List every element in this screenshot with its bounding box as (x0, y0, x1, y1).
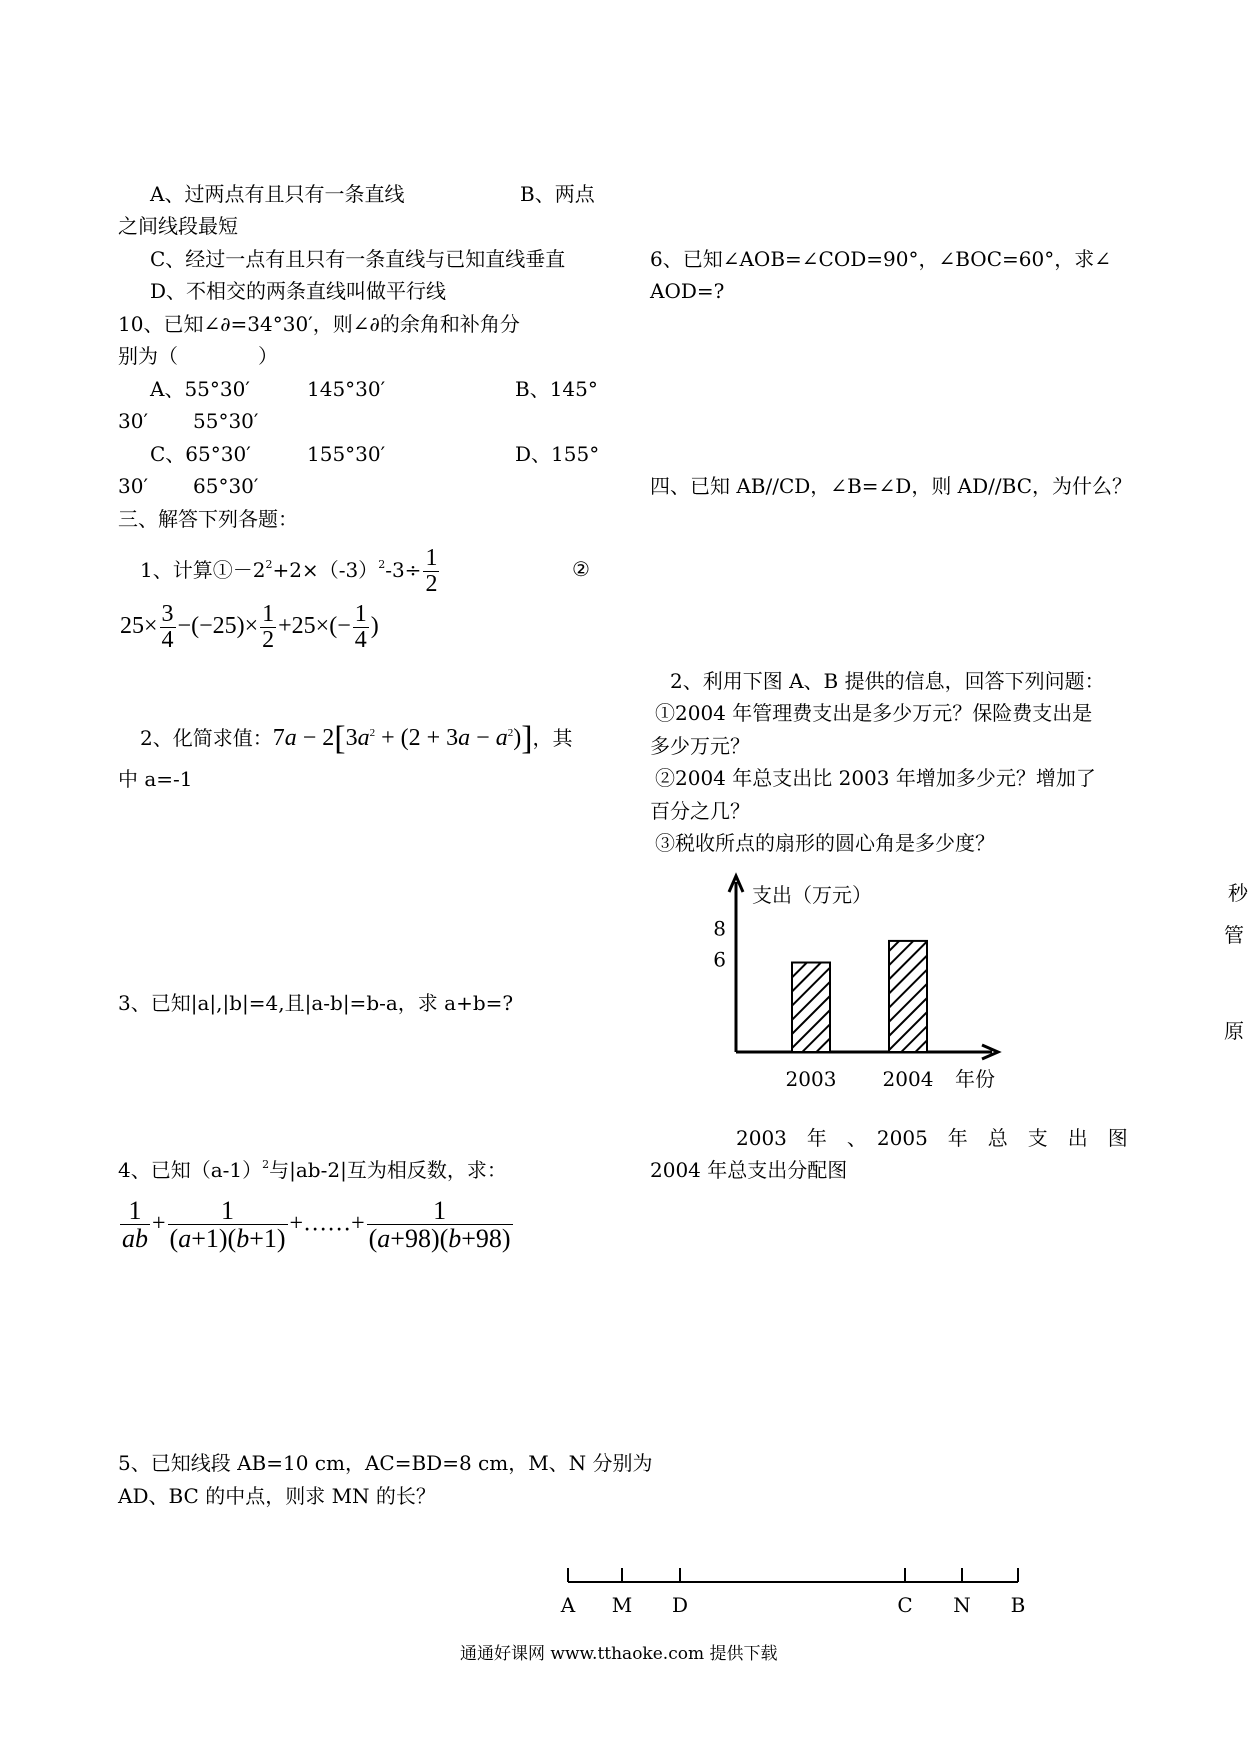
q4-exp-2: 2 (262, 1158, 270, 1171)
question-3: 3、已知|a|,|b|=4,且|a-b|=b-a，求 a+b=? (118, 991, 514, 1015)
point-label-B: B (1010, 1593, 1026, 1617)
y-tick-label-0: 6 (713, 947, 726, 972)
option-b-part2: 之间线段最短 (118, 214, 238, 238)
question-5-line1: 5、已知线段 AB=10 cm，AC=BD=8 cm，M、N 分别为 (118, 1451, 653, 1475)
q1-circle-2: ② (572, 557, 590, 581)
chart-caption-line2: 2004 年总支出分配图 (650, 1158, 848, 1182)
question-2 (140, 716, 573, 762)
question-6-line1: 6、已知∠AOB=∠COD=90°，∠BOC=60°，求∠ (650, 247, 1111, 271)
q1-exp-2: 2 (265, 558, 273, 572)
q4-line1b: 与|ab-2|互为相反数，求： (269, 1158, 507, 1182)
x-axis-title: 年份 (955, 1067, 995, 1091)
q1-mid: +2×（-3） (272, 558, 379, 583)
edge-fragment-1: 秒 (1228, 881, 1248, 905)
question-6-line2: AOD=? (650, 279, 725, 303)
q10-option-d3: 65°30′ (193, 474, 259, 498)
x-tick-label-0: 2003 (785, 1067, 837, 1091)
question-four: 四、已知 AB//CD，∠B=∠D，则 AD//BC，为什么？ (650, 474, 1133, 498)
bar-2004 (889, 941, 927, 1052)
point-label-N: N (953, 1593, 971, 1617)
footer-source: 通通好课网 www.tthaoke.com 提供下载 (460, 1644, 778, 1664)
question-b2-line6: ③税收所点的扇形的圆心角是多少度？ (655, 831, 995, 855)
q10-option-d1: D、155° (515, 442, 600, 466)
question-1 (140, 546, 441, 597)
option-b-part1: B、两点 (520, 182, 595, 206)
question-b2-line3: 多少万元？ (650, 734, 750, 758)
q10-option-b2: 30′ (118, 409, 148, 433)
question-b2-line4: ②2004 年总支出比 2003 年增加多少元？增加了 (655, 766, 1096, 790)
q10-option-a2: 145°30′ (307, 377, 386, 401)
q1-rest: -3÷ (385, 558, 422, 583)
bar-2003 (792, 963, 830, 1052)
q2-suffix: ，其 (532, 726, 573, 750)
q10-option-b1: B、145° (515, 377, 598, 401)
question-b2-line1: 2、利用下图 A、B 提供的信息，回答下列问题： (670, 669, 1105, 693)
q1-expression-2: 25× $\frac{3}{4}$ −(−25)× $\frac{1}{2}$ +25×(− $\frac{1}{4}$ ) (120, 601, 379, 654)
question-2-line2: 中 a=-1 (118, 767, 193, 791)
q2-expression: $7a - 2[3a^2 + (2 + 3a - a^2)]$ (272, 720, 533, 757)
question-b2-line5: 百分之几？ (650, 799, 750, 823)
chart-caption-line1: 2003 年 、 2005 年 总 支 出 图 (736, 1126, 1128, 1150)
q1-prefix: 1、计算①－2 (140, 558, 266, 583)
option-a: A、过两点有且只有一条直线 (150, 182, 405, 206)
q4-series-expression: $\frac{1}{ab}$ + $\frac{1}{(a+1)(b+1)}$ +……+ $\frac{1}{(a+98)(b+98)}$ (122, 1196, 511, 1254)
point-label-C: C (897, 1593, 913, 1617)
edge-fragment-3: 原 (1224, 1019, 1244, 1043)
question-b2-line2: ①2004 年管理费支出是多少万元？保险费支出是 (655, 701, 1093, 725)
question-4 (118, 1157, 507, 1184)
question-10-line1: 10、已知∠∂=34°30′，则∠∂的余角和补角分 (118, 312, 520, 336)
edge-fragment-2: 管 (1224, 923, 1244, 947)
question-5-line2: AD、BC 的中点，则求 MN 的长？ (118, 1484, 436, 1508)
point-label-A: A (560, 1593, 576, 1617)
q1-exp-2b: 2 (378, 558, 386, 572)
x-tick-label-1: 2004 (882, 1067, 934, 1091)
y-tick-label-1: 8 (713, 916, 726, 941)
q10-option-d2: 30′ (118, 474, 148, 498)
expenditure-bar-chart (700, 870, 1020, 1100)
q10-option-b3: 55°30′ (193, 409, 259, 433)
line-segment-figure (560, 1560, 1040, 1630)
y-axis-title: 支出（万元） (752, 883, 872, 907)
q4-line1: 4、已知（a-1） (118, 1158, 263, 1182)
option-d: D、不相交的两条直线叫做平行线 (150, 279, 447, 303)
section-3-heading: 三、解答下列各题： (118, 507, 298, 531)
point-label-D: D (671, 1593, 689, 1617)
option-c: C、经过一点有且只有一条直线与已知直线垂直 (150, 247, 566, 271)
point-label-M: M (611, 1593, 633, 1617)
q1-fraction-half: $\frac{1}{2}$ (425, 545, 438, 598)
q10-option-a1: A、55°30′ (150, 377, 250, 401)
q10-option-c2: 155°30′ (307, 442, 386, 466)
q2-prefix: 2、化简求值： (140, 726, 273, 750)
question-10-line2: 别为（ ） (118, 344, 278, 368)
q10-option-c1: C、65°30′ (150, 442, 251, 466)
